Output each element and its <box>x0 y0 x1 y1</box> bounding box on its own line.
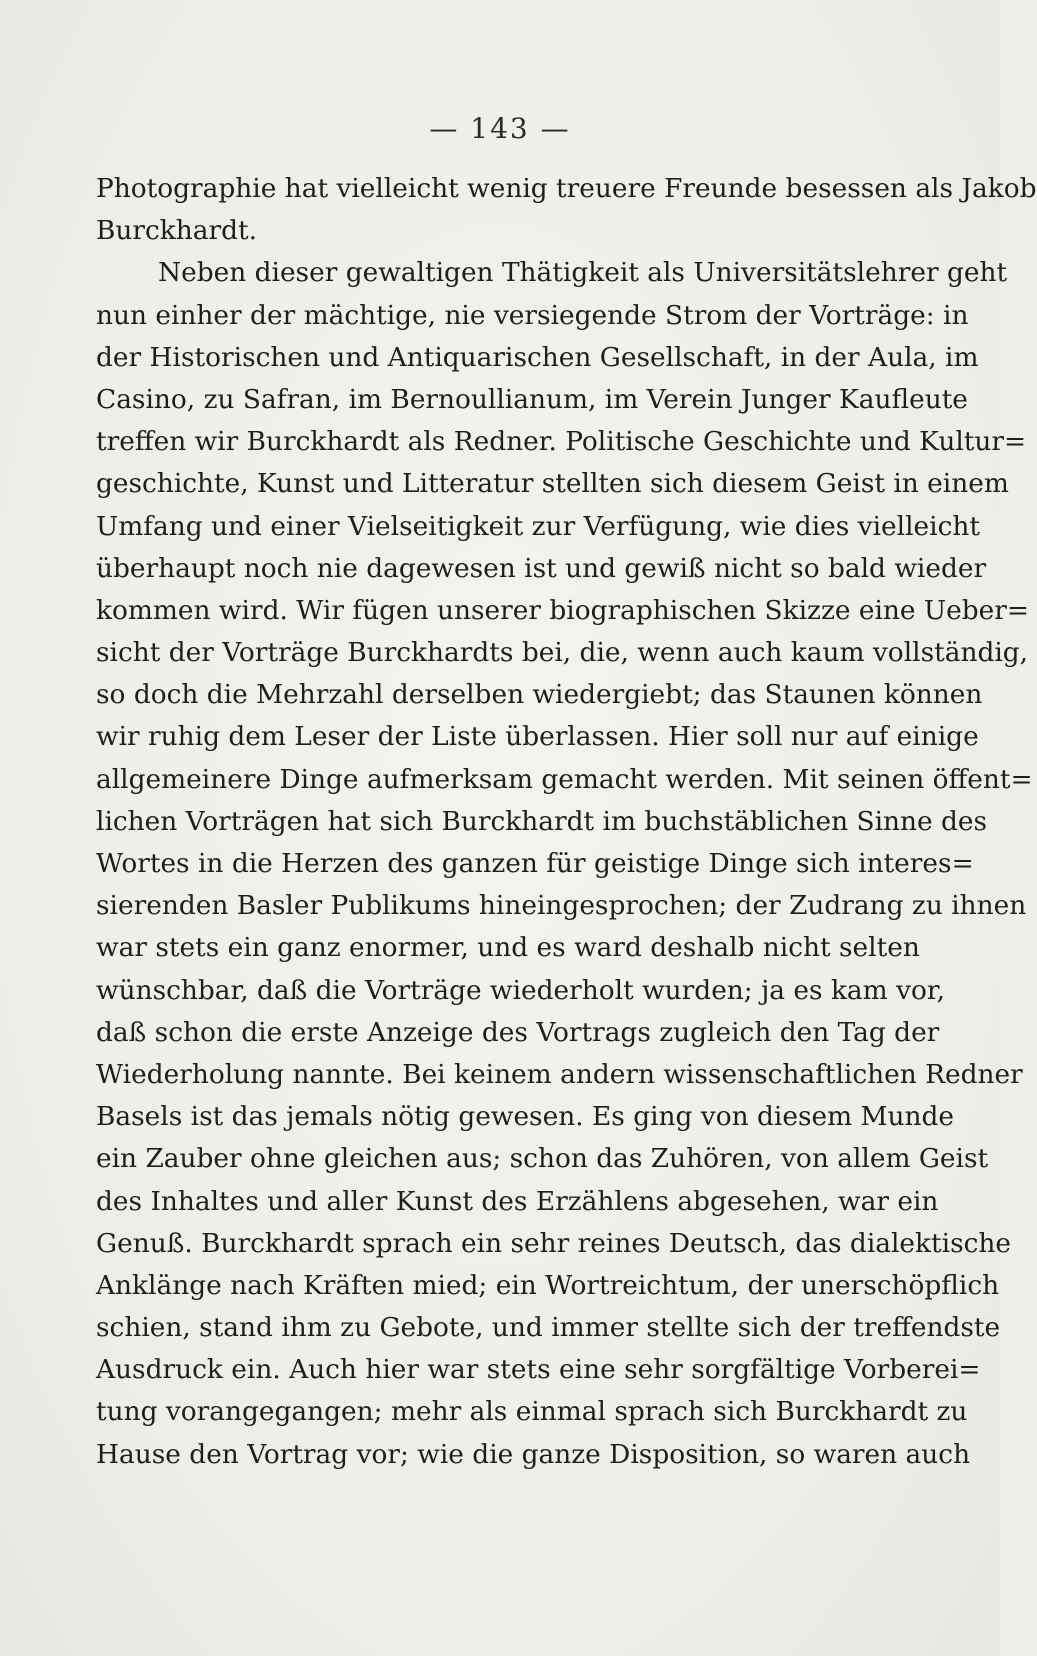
body-text <box>96 168 1037 1476</box>
text-line: nun einher der mächtige, nie versiegende Strom der Vorträge: in <box>96 299 969 331</box>
text-line: sicht der Vorträge Burckhardts bei, die, wenn auch kaum vollständig, <box>96 637 1029 669</box>
text-line: sierenden Basler Publikums hineingesprochen; der Zudrang zu ihnen <box>96 890 1027 922</box>
text-line: überhaupt noch nie dagewesen ist und gewiß nicht so bald wieder <box>96 552 987 584</box>
text-line: ein Zauber ohne gleichen aus; schon das Zuhören, von allem Geist <box>96 1143 989 1175</box>
text-line: kommen wird. Wir fügen unserer biographischen Skizze eine Ueber= <box>96 594 1030 626</box>
text-line: Wiederholung nannte. Bei keinem andern wissenschaftlichen Redner <box>96 1058 1023 1090</box>
text-line: Wortes in die Herzen des ganzen für geistige Dinge sich interes= <box>96 848 974 879</box>
page-number: — 143 — <box>429 112 571 145</box>
text-line: der Historischen und Antiquarischen Gesellschaft, in der Aula, im <box>96 341 979 373</box>
text-line: wir ruhig dem Leser der Liste überlassen. Hier soll nur auf einige <box>96 721 979 753</box>
text-line: schien, stand ihm zu Gebote, und immer stellte sich der treffendste <box>96 1312 1001 1344</box>
text-line: treffen wir Burckhardt als Redner. Politische Geschichte und Kultur= <box>96 426 1027 458</box>
text-line: Neben dieser gewaltigen Thätigkeit als Universitätslehrer geht <box>158 257 1008 289</box>
text-line: Anklänge nach Kräften mied; ein Wortreichtum, der unerschöpflich <box>96 1269 1000 1301</box>
text-line: des Inhaltes und aller Kunst des Erzählens abgesehen, war ein <box>96 1185 939 1217</box>
text-line: Photographie hat vielleicht wenig treuere Freunde besessen als Jakob <box>96 173 1037 204</box>
text-line: Casino, zu Safran, im Bernoullianum, im Verein Junger Kaufleute <box>96 383 968 415</box>
text-line: Hause den Vortrag vor; wie die ganze Disposition, so waren auch <box>96 1438 971 1470</box>
text-line: Burckhardt. <box>96 215 258 247</box>
text-line: Genuß. Burckhardt sprach ein sehr reines Deutsch, das dialektische <box>96 1227 1012 1259</box>
text-line: so doch die Mehrzahl derselben wiedergiebt; das Staunen können <box>96 679 983 711</box>
text-line: tung vorangegangen; mehr als einmal sprach sich Burckhardt zu <box>96 1396 968 1428</box>
text-line: war stets ein ganz enormer, und es ward deshalb nicht selten <box>96 932 920 964</box>
text-line: wünschbar, daß die Vorträge wiederholt wurden; ja es kam vor, <box>96 974 945 1006</box>
text-line: Ausdruck ein. Auch hier war stets eine sehr sorgfältige Vorberei= <box>96 1354 981 1386</box>
text-line: lichen Vorträgen hat sich Burckhardt im buchstäblichen Sinne des <box>96 805 988 837</box>
text-line: daß schon die erste Anzeige des Vortrags zugleich den Tag der <box>96 1016 940 1048</box>
text-line: Basels ist das jemals nötig gewesen. Es ging von diesem Munde <box>96 1101 955 1133</box>
text-line: Umfang und einer Vielseitigkeit zur Verfügung, wie dies vielleicht <box>96 510 980 542</box>
text-line: allgemeinere Dinge aufmerksam gemacht werden. Mit seinen öffent= <box>96 763 1033 795</box>
text-line: geschichte, Kunst und Litteratur stellten sich diesem Geist in einem <box>96 468 1009 500</box>
